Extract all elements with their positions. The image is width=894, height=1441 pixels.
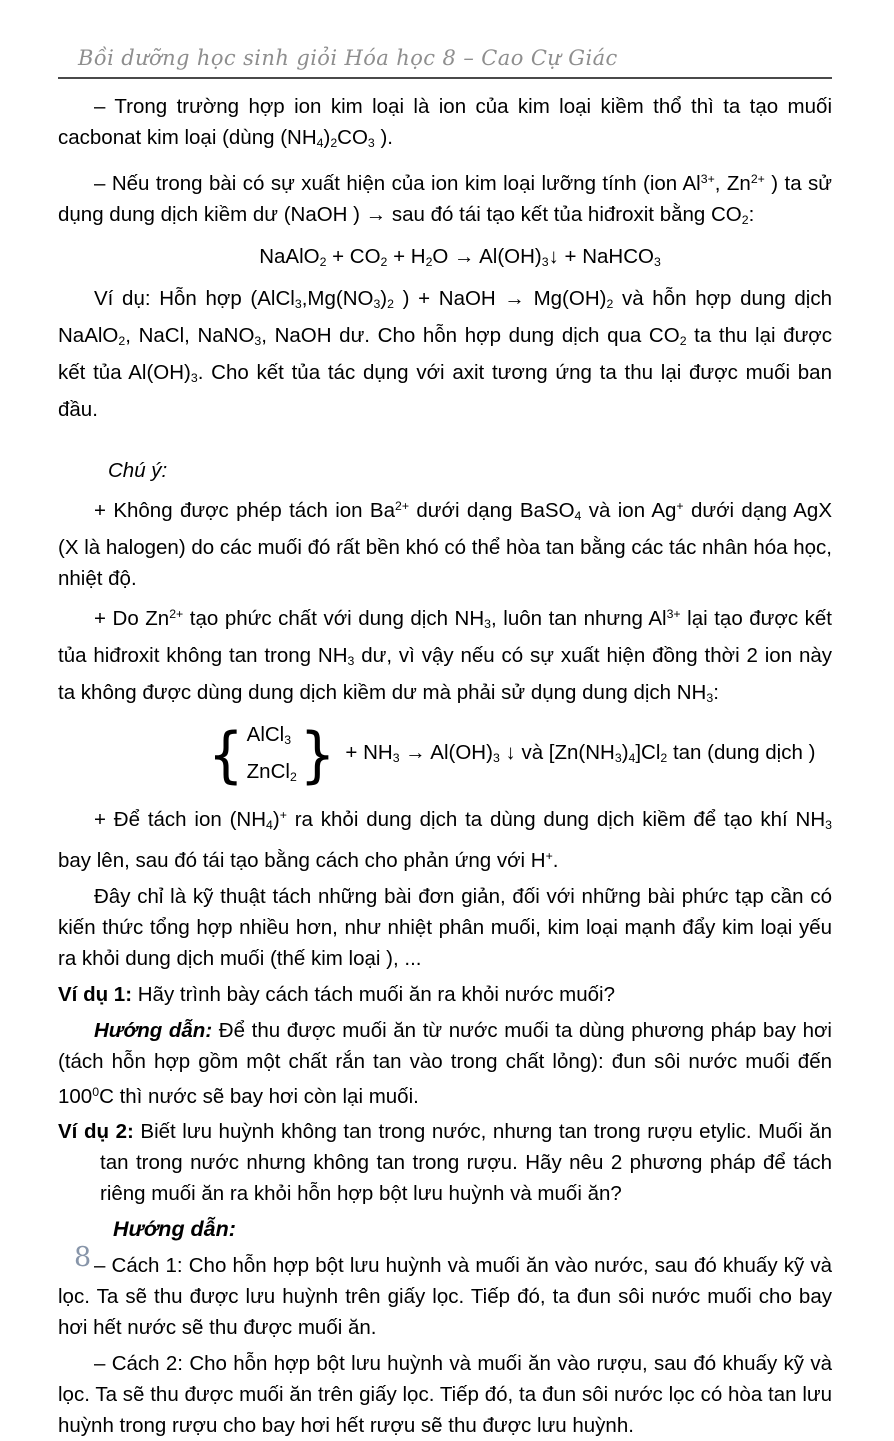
note-ba-ag: + Không được phép tách ion $Ba^{2+}$ dưới dạng BaSO$_4$ và ion Ag+ dưới dạng AgX (X là halogen) do các muối đó rất bền khó có thể hòa tan bằng các tác nhân hóa học, nhiệt độ. — [58, 498, 833, 590]
para-summary: Đây chỉ là kỹ thuật tách những bài đơn giản, đối với những bài phức tạp cần có kiến thức tổng hợp nhiều hơn, như nhiệt phân muối, kim loại mạnh đẩy kim loại yếu ra khỏi dung dịch muối (thế kim loại ), ... — [58, 884, 832, 970]
note-zn-al: + Do $Zn^{2+}$ tạo phức chất với dung dịch $NH_3$, luôn tan nhưng $Al^{3+}$ lại tạo được kết tủa hiđroxit không tan trong $NH_3$ dư, vì vậy nếu có sự xuất hiện đồng thời 2 ion này ta không được dùng dung dịch kiềm dư mà phải sử dụng dung dịch $NH_3$: — [58, 606, 832, 705]
example-1: Ví dụ 1: Hãy trình bày cách tách muối ăn ra khỏi nước muối? — [58, 982, 615, 1006]
page-number: 8 — [74, 1242, 92, 1273]
example-2-guide-heading: Hướng dẫn: — [113, 1217, 236, 1242]
equation-alcl3-zncl2-nh3 — [208, 719, 832, 793]
para-example-mixture: Ví dụ: Hỗn hợp ($AlCl_3,Mg(NO_3)_2$ ) + NaOH → $Mg(OH)_2$ và hỗn hợp dung dịch NaAlO$_2$, NaCl, NaNO$_3$, NaOH dư. Cho hỗn hợp dung dịch qua $CO_2$ ta thu lại được kết tủa $Al(OH)_3$. Cho kết tủa tác dụng với axit tương ứng ta thu lại được muối ban đầu. — [58, 286, 832, 422]
running-header: Bồi dưỡng học sinh giỏi Hóa học 8 – Cao Cự Giác — [78, 46, 618, 70]
example-1-guide-label: Hướng dẫn: — [94, 1018, 213, 1042]
equation-line: ZnCl$_2$ — [246, 759, 297, 784]
example-1-guide: Hướng dẫn: Để thu được muối ăn từ nước muối ta dùng phương pháp bay hơi (tách hỗn hợp gồm một chất rắn tan vào trong chất lỏng): đun sôi nước muối đến $100^0C$ thì nước sẽ bay hơi còn lại muối. — [58, 1018, 832, 1108]
para-amphoteric-ions: – Nếu trong bài có sự xuất hiện của ion kim loại lưỡng tính (ion $Al^{3+}$, $Zn^{2+}$ ) ta sử dụng dung dịch kiềm dư (NaOH ) → sau đó tái tạo kết tủa hiđroxit bằng $CO_2$: — [58, 171, 833, 227]
equation-line: AlCl$_3$ — [246, 722, 292, 747]
header-rule — [58, 77, 832, 79]
example-2: Ví dụ 2: Biết lưu huỳnh không tan trong nước, nhưng tan trong rượu etylic. Muối ăn tan trong nước nhưng không tan trong rượu. Hãy nêu 2 phương pháp để tách riêng muối ăn ra khỏi hỗn hợp bột lưu huỳnh và muối ăn? — [58, 1120, 832, 1206]
equation-reactants — [247, 719, 297, 793]
example-1-label: Ví dụ 1: — [58, 982, 133, 1006]
note-nh4: + Để tách ion $(NH_4)^+$ ra khỏi dung dịch ta dùng dung dịch kiềm để tạo khí $NH_3$ bay lên, sau đó tái tạo bằng cách cho phản ứng với H+. — [58, 807, 832, 872]
page-content — [58, 91, 832, 1441]
equation-naalo2-co2: NaAlO$_2$ + $CO_2 + H_2O$ → $Al(OH)_3↓$ + NaHCO$_3$ — [259, 244, 661, 269]
para-alkaline-earth-ions: – Trong trường hợp ion kim loại là ion của kim loại kiềm thổ thì ta tạo muối cacbonat kim loại (dùng $(NH_4)_2CO_3$ ). — [58, 95, 832, 151]
example-2-label: Ví dụ 2: — [58, 1120, 134, 1144]
note-heading: Chú ý: — [108, 459, 168, 483]
equation-rest: + $NH_3 \to Al(OH)_3$ ↓ và $[Zn(NH_3)_4]Cl_2$ tan (dung dịch ) — [345, 741, 816, 766]
method-2: – Cách 2: Cho hỗn hợp bột lưu huỳnh và muối ăn vào rượu, sau đó khuấy kỹ và lọc. Ta sẽ thu được muối ăn trên giấy lọc. Tiếp đó, ta đun sôi nước lọc có hòa tan lưu huỳnh trong rượu cho bay hơi hết rượu sẽ thu được lưu huỳnh. — [58, 1352, 832, 1438]
right-brace-glyph: } — [299, 720, 336, 791]
method-1: – Cách 1: Cho hỗn hợp bột lưu huỳnh và muối ăn vào nước, sau đó khuấy kỹ và lọc. Ta sẽ thu được lưu huỳnh trên giấy lọc. Tiếp đó, ta đun sôi nước muối cho bay hơi hết nước sẽ thu được muối ăn. — [58, 1254, 832, 1340]
left-brace-glyph: { — [208, 720, 244, 791]
